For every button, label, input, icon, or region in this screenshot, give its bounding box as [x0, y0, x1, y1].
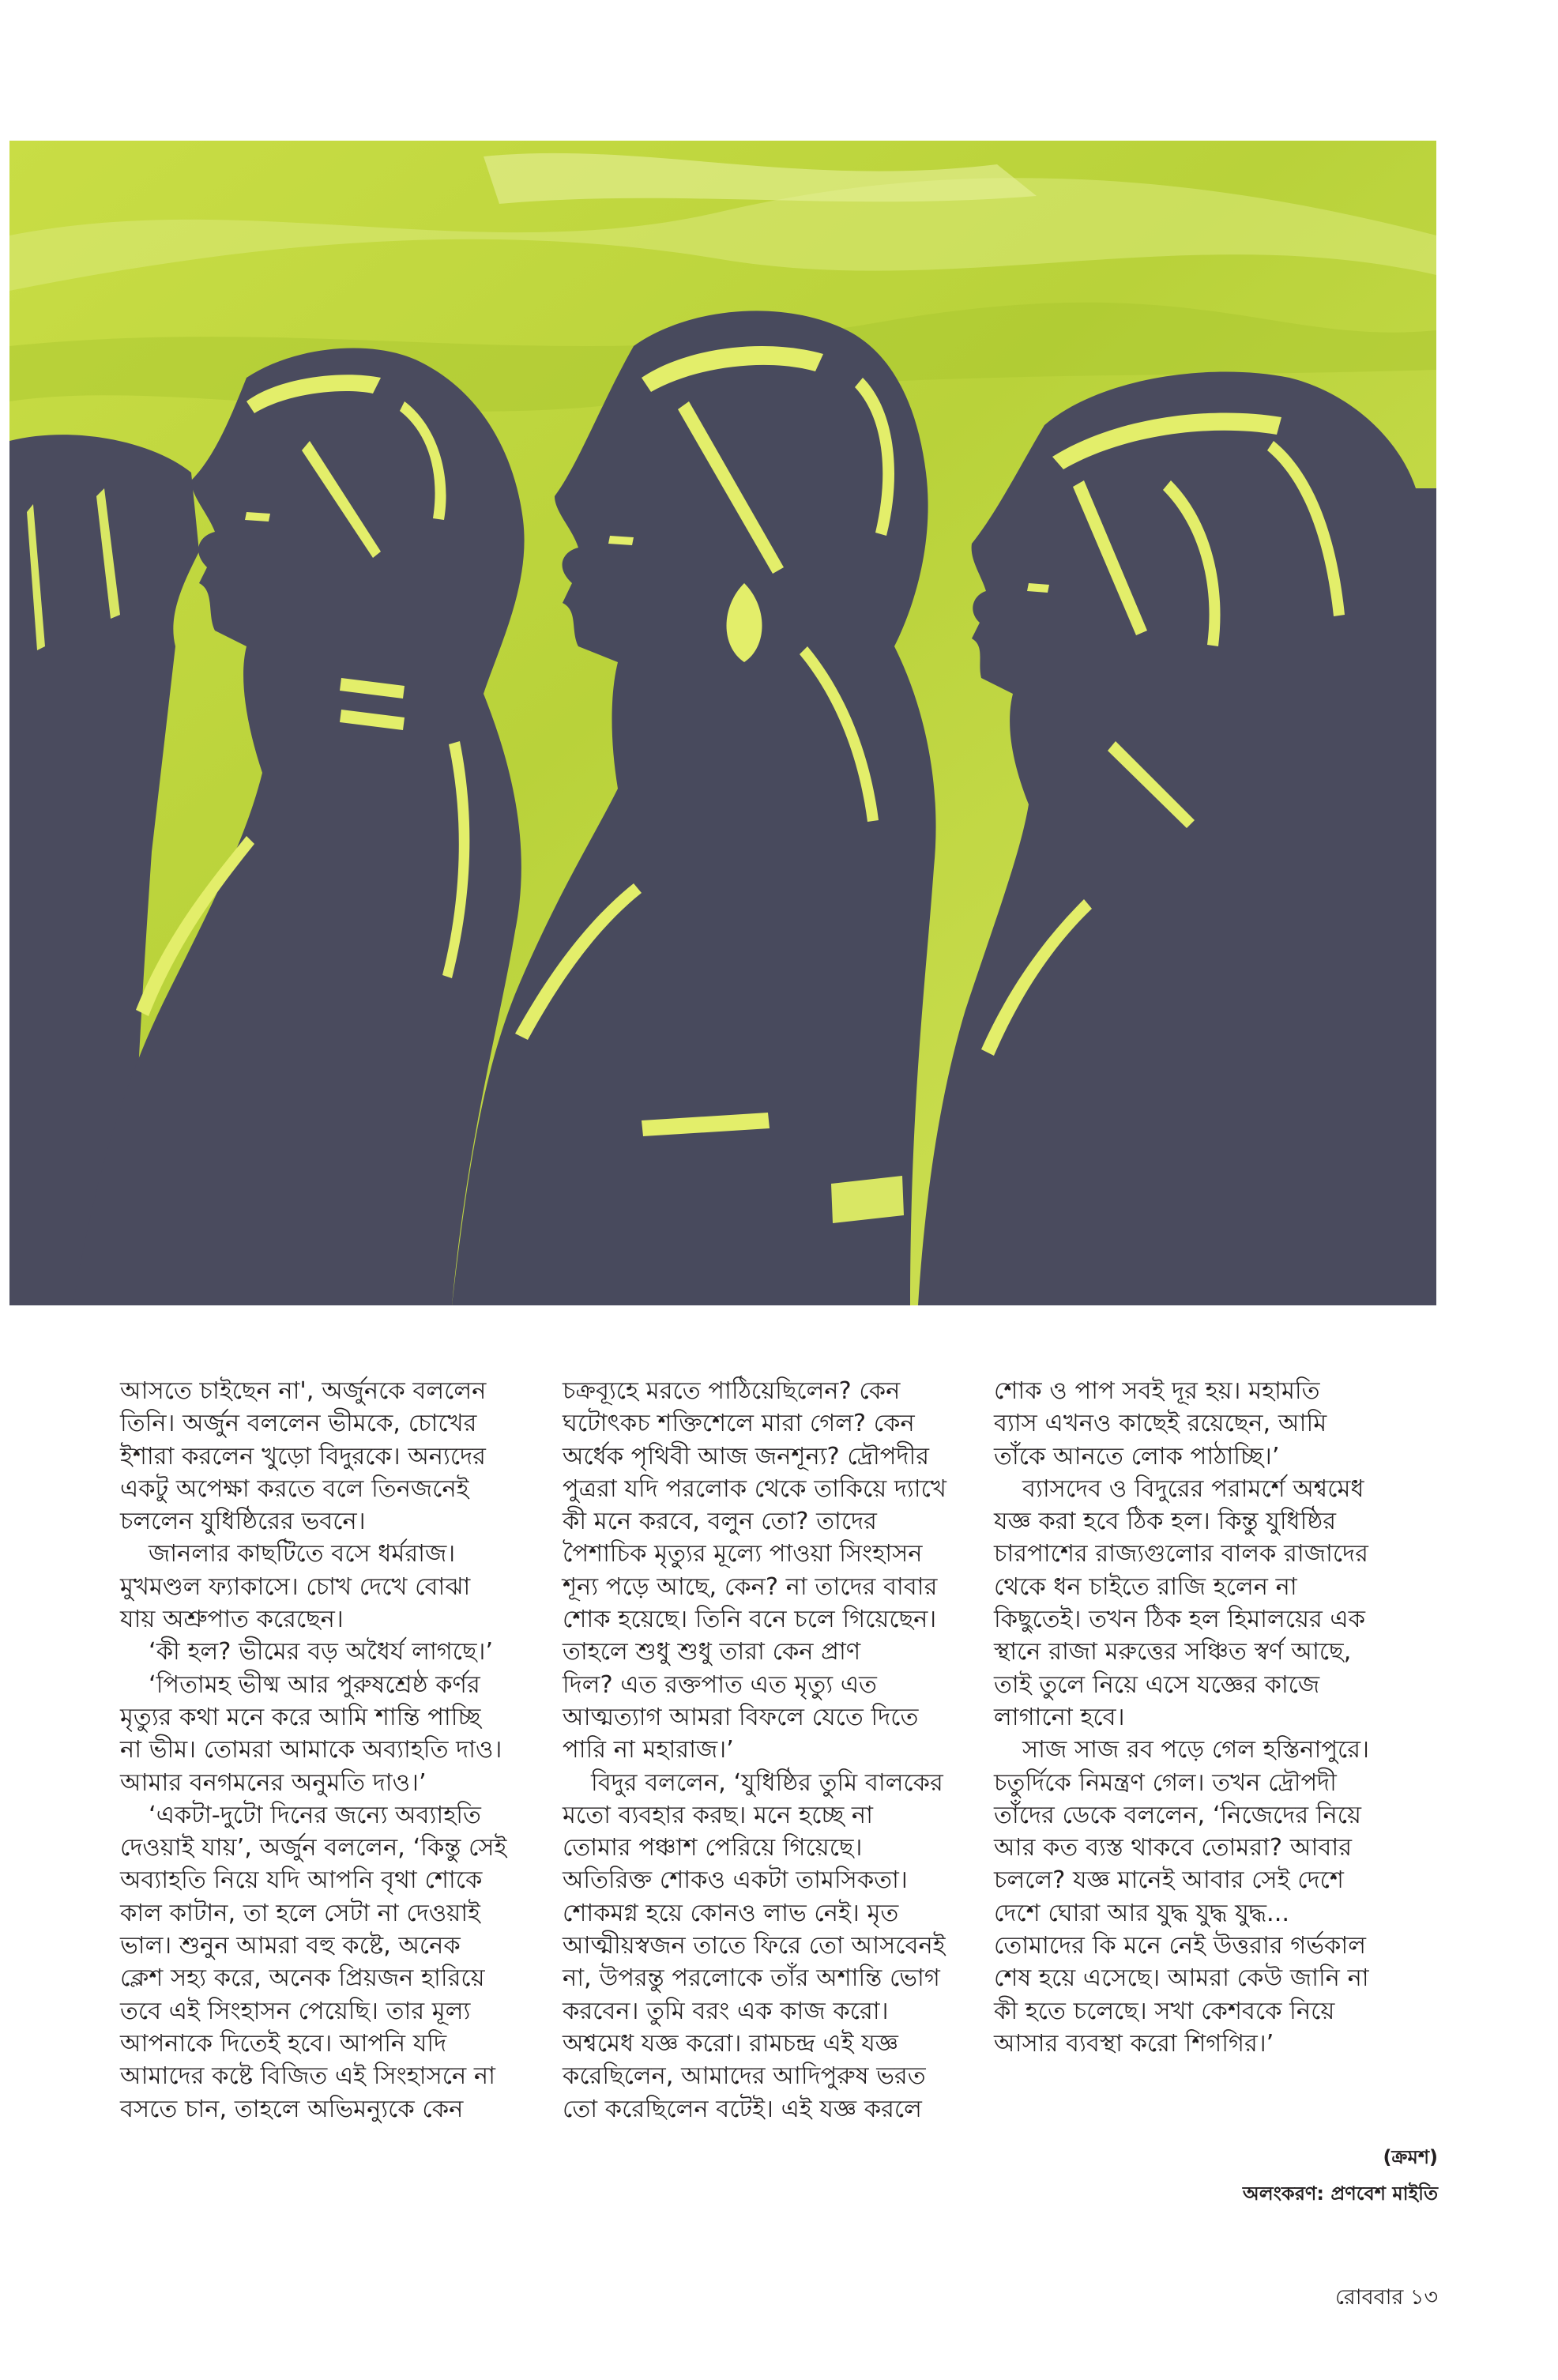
- text-line: মুখমণ্ডল ফ্যাকাসে। চোখ দেখে বোঝা: [120, 1572, 471, 1601]
- text-line: আর কত ব্যস্ত থাকবে তোমরা? আবার: [994, 1834, 1352, 1862]
- text-line: চললে? যজ্ঞ মানেই আবার সেই দেশে: [994, 1866, 1344, 1895]
- text-line: বিদুর বললেন, ‘যুধিষ্ঠির তুমি বালকের: [591, 1768, 943, 1797]
- text-line: আসার ব্যবস্থা করো শিগগির।’: [994, 2029, 1274, 2058]
- text-line: তিনি। অর্জুন বললেন ভীমকে, চোখের: [120, 1410, 477, 1438]
- text-line: মৃত্যুর কথা মনে করে আমি শান্তি পাচ্ছি: [120, 1703, 481, 1731]
- text-line: শোক ও পাপ সবই দূর হয়। মহামতি: [994, 1377, 1320, 1405]
- text-line: শোক হয়েছে। তিনি বনে চলে গিয়েছেন।: [563, 1606, 937, 1634]
- text-line: আমাদের কষ্টে বিজিত এই সিংহাসনে না: [120, 2062, 495, 2091]
- text-line: স্থানে রাজা মরুত্তের সঞ্চিত স্বর্ণ আছে,: [994, 1638, 1352, 1666]
- text-line: পৈশাচিক মৃত্যুর মূল্যে পাওয়া সিংহাসন: [563, 1540, 923, 1568]
- text-line: তোমার পঞ্চাশ পেরিয়ে গিয়েছে।: [563, 1834, 863, 1862]
- text-line: চারপাশের রাজ্যগুলোর বালক রাজাদের: [994, 1540, 1368, 1568]
- text-line: তাহলে শুধু শুধু তারা কেন প্রাণ: [563, 1638, 861, 1666]
- text-line: কিছুতেই। তখন ঠিক হল হিমালয়ের এক: [994, 1606, 1365, 1634]
- continued-label: (ক্রমশ): [1383, 2146, 1438, 2168]
- text-line: ইশারা করলেন খুড়ো বিদুরকে। অন্যদের: [120, 1442, 486, 1471]
- text-line: আমার বনগমনের অনুমতি দাও।’: [120, 1768, 427, 1797]
- text-line: চক্রব্যূহে মরতে পাঠিয়েছিলেন? কেন: [563, 1377, 901, 1405]
- text-line: অর্ধেক পৃথিবী আজ জনশূন্য? দ্রৌপদীর: [563, 1442, 930, 1471]
- text-line: দিল? এত রক্তপাত এত মৃত্যু এত: [563, 1670, 877, 1699]
- text-line: আপনাকে দিতেই হবে। আপনি যদি: [120, 2029, 447, 2058]
- text-line: শেষ হয়ে এসেছে। আমরা কেউ জানি না: [994, 1964, 1369, 1993]
- text-line: যজ্ঞ করা হবে ঠিক হল। কিন্তু যুধিষ্ঠির: [994, 1508, 1337, 1536]
- text-line: যায় অশ্রুপাত করেছেন।: [120, 1606, 344, 1634]
- text-line: অব্যাহতি নিয়ে যদি আপনি বৃথা শোকে: [120, 1866, 483, 1895]
- text-line: না, উপরন্তু পরলোকে তাঁর অশান্তি ভোগ: [563, 1964, 940, 1993]
- text-line: তোমাদের কি মনে নেই উত্তরার গর্ভকাল: [994, 1932, 1366, 1960]
- text-line: দেওয়াই যায়’, অর্জুন বললেন, ‘কিন্তু সেই: [120, 1834, 507, 1862]
- text-line: ‘পিতামহ ভীষ্ম আর পুরুষশ্রেষ্ঠ কর্ণর: [149, 1670, 480, 1699]
- text-line: জানলার কাছটিতে বসে ধর্মরাজ।: [149, 1540, 456, 1568]
- text-line: পারি না মহারাজ।’: [563, 1736, 734, 1764]
- text-line: একটু অপেক্ষা করতে বলে তিনজনেই: [120, 1474, 469, 1503]
- text-line: লাগানো হবে।: [994, 1703, 1125, 1731]
- text-line: সাজ সাজ রব পড়ে গেল হস্তিনাপুরে।: [1022, 1736, 1369, 1764]
- text-line: মতো ব্যবহার করছ। মনে হচ্ছে না: [563, 1801, 873, 1829]
- paper-cutout-figures-illustration: [9, 141, 1436, 1305]
- text-line: কী মনে করবে, বলুন তো? তাদের: [563, 1508, 877, 1536]
- text-line: ঘটোৎকচ শক্তিশেলে মারা গেল? কেন: [563, 1410, 915, 1438]
- text-line: আসতে চাইছেন না', অর্জুনকে বললেন: [120, 1377, 487, 1405]
- text-line: ‘কী হল? ভীমের বড় অধৈর্য লাগছে।’: [149, 1638, 494, 1666]
- text-line: ক্লেশ সহ্য করে, অনেক প্রিয়জন হারিয়ে: [120, 1964, 485, 1993]
- text-line: বসতে চান, তাহলে অভিমন্যুকে কেন: [120, 2095, 464, 2123]
- text-line: করবেন। তুমি বরং এক কাজ করো।: [563, 1997, 889, 2025]
- text-line: ব্যাসদেব ও বিদুরের পরামর্শে অশ্বমেধ: [1022, 1474, 1364, 1503]
- text-line: আত্মীয়স্বজন তাতে ফিরে তো আসবেনই: [563, 1932, 946, 1960]
- text-line: ব্যাস এখনও কাছেই রয়েছেন, আমি: [994, 1410, 1327, 1438]
- text-line: শোকমগ্ন হয়ে কোনও লাভ নেই। মৃত: [563, 1899, 899, 1927]
- text-line: কাল কাটান, তা হলে সেটা না দেওয়াই: [120, 1899, 480, 1927]
- text-column-3: [994, 1375, 1436, 2060]
- text-line: ভাল। শুনুন আমরা বহু কষ্টে, অনেক: [120, 1932, 461, 1960]
- illustration: [9, 141, 1436, 1305]
- text-line: তাঁদের ডেকে বললেন, ‘নিজেদের নিয়ে: [994, 1801, 1361, 1829]
- page-footer: রোববার ১৩: [1334, 2285, 1438, 2310]
- text-line: পুত্ররা যদি পরলোক থেকে তাকিয়ে দ্যাখে: [563, 1474, 946, 1503]
- text-line: তবে এই সিংহাসন পেয়েছি। তার মূল্য: [120, 1997, 471, 2025]
- text-line: তাই তুলে নিয়ে এসে যজ্ঞের কাজে: [994, 1670, 1320, 1699]
- text-line: অশ্বমেধ যজ্ঞ করো। রামচন্দ্র এই যজ্ঞ: [563, 2029, 898, 2058]
- text-line: ‘একটা-দুটো দিনের জন্যে অব্যাহতি: [149, 1801, 481, 1829]
- text-line: চললেন যুধিষ্ঠিরের ভবনে।: [120, 1508, 366, 1536]
- text-line: না ভীম। তোমরা আমাকে অব্যাহতি দাও।: [120, 1736, 502, 1764]
- text-column-2: [563, 1375, 981, 2126]
- text-line: করেছিলেন, আমাদের আদিপুরুষ ভরত: [563, 2062, 926, 2091]
- text-line: আত্মত্যাগ আমরা বিফলে যেতে দিতে: [563, 1703, 919, 1731]
- text-line: অতিরিক্ত শোকও একটা তামসিকতা।: [563, 1866, 908, 1895]
- text-line: কী হতে চলেছে। সখা কেশবকে নিয়ে: [994, 1997, 1335, 2025]
- text-column-1: [120, 1375, 535, 2126]
- text-line: শূন্য পড়ে আছে, কেন? না তাদের বাবার: [563, 1572, 938, 1601]
- text-line: চতুর্দিকে নিমন্ত্রণ গেল। তখন দ্রৌপদী: [994, 1768, 1337, 1797]
- text-line: তো করেছিলেন বটেই। এই যজ্ঞ করলে: [563, 2095, 922, 2123]
- illustration-credit: অলংকরণ: প্রণবেশ মাইতি: [1242, 2182, 1438, 2205]
- text-line: থেকে ধন চাইতে রাজি হলেন না: [994, 1572, 1297, 1601]
- text-line: তাঁকে আনতে লোক পাঠাচ্ছি।’: [994, 1442, 1280, 1471]
- text-line: দেশে ঘোরা আর যুদ্ধ যুদ্ধ যুদ্ধ...: [994, 1899, 1290, 1927]
